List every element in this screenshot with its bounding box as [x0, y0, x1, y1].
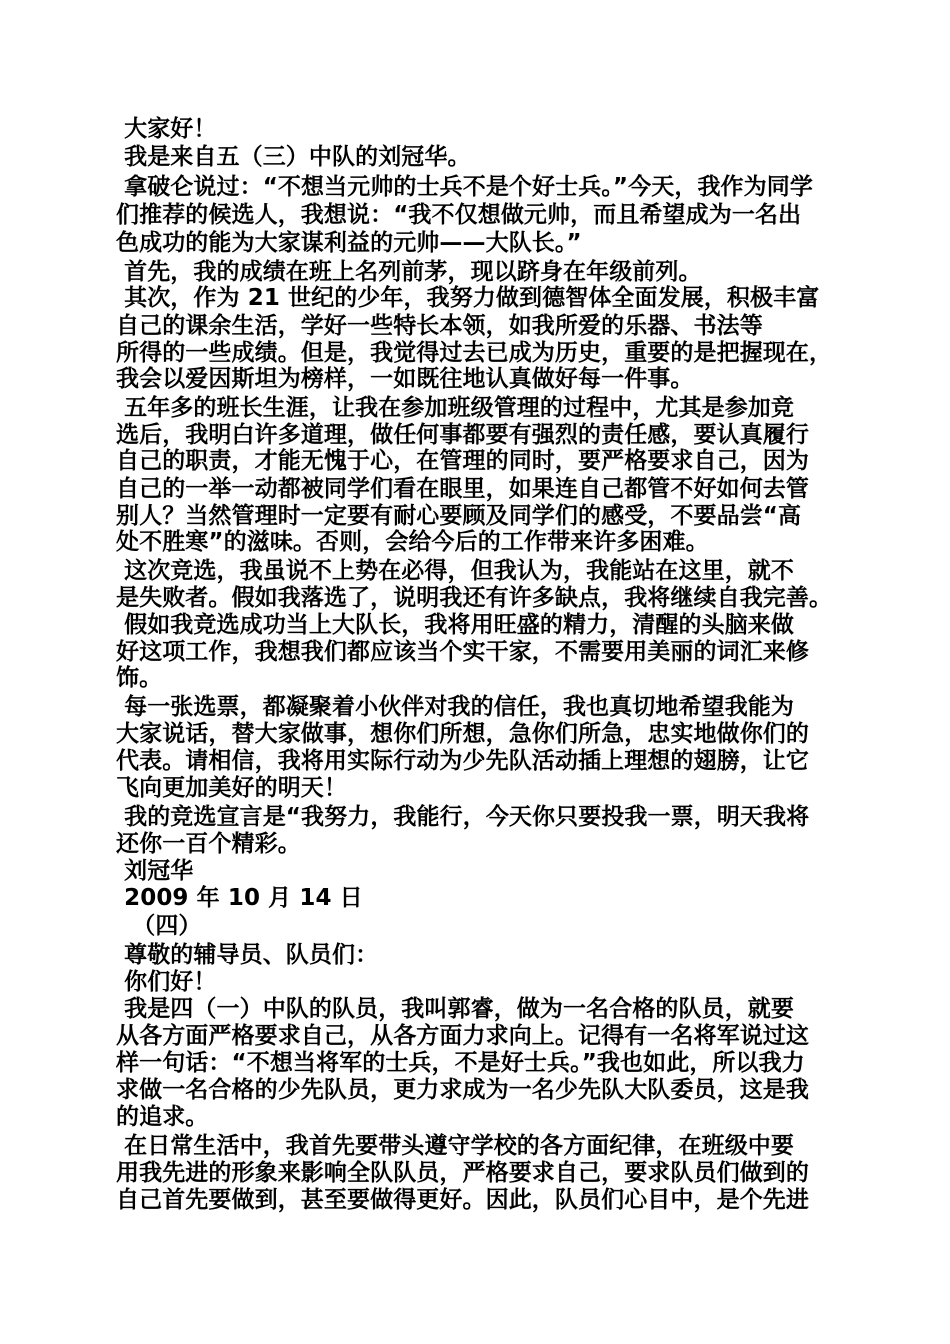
text-line: 拿破仑说过：“不想当元帅的士兵不是个好士兵。”今天，我作为同学 [116, 174, 813, 200]
text-line: 我是四（一）中队的队员，我叫郭睿，做为一名合格的队员，就要 [116, 996, 795, 1022]
text-line: 我的竞选宣言是“我努力，我能行，今天你只要投我一票，明天我将 [116, 804, 810, 830]
text-line: 们推荐的候选人，我想说：“我不仅想做元帅，而且希望成为一名出 [116, 202, 802, 228]
text-line: 选后，我明白许多道理，做任何事都要有强烈的责任感，要认真履行 [116, 422, 809, 448]
text-line: 大家好！ [116, 116, 217, 142]
text-line: 在日常生活中，我首先要带头遵守学校的各方面纪律，在班级中要 [116, 1133, 795, 1159]
text-line: 的追求。 [116, 1104, 209, 1130]
text-line: 每一张选票，都凝聚着小伙伴对我的信任，我也真切地希望我能为 [116, 694, 795, 720]
text-line: 自己的一举一动都被同学们看在眼里，如果连自己都管不好如何去管 [116, 476, 809, 502]
text-line: 大家说话，替大家做事，想你们所想，急你们所急，忠实地做你们的 [116, 721, 809, 747]
text-line: 从各方面严格要求自己，从各方面力求向上。记得有一名将军说过这 [116, 1023, 809, 1049]
text-line: 是失败者。假如我落选了，说明我还有许多缺点，我将继续自我完善。 [116, 585, 833, 611]
text-line: 飞向更加美好的明天！ [116, 775, 347, 801]
text-line: 尊敬的辅导员、队员们： [116, 942, 379, 968]
text-line: 还你一百个精彩。 [116, 831, 301, 857]
text-line: 自己的课余生活，学好一些特长本领，如我所爱的乐器、书法等 [116, 313, 763, 339]
text-line: 饰。 [116, 665, 163, 691]
text-line: 自己的职责，才能无愧于心，在管理的同时，要严格要求自己，因为 [116, 448, 809, 474]
text-line: 假如我竞选成功当上大队长，我将用旺盛的精力，清醒的头脑来做 [116, 612, 795, 638]
text-line: 其次，作为 21 世纪的少年，我努力做到德智体全面发展，积极丰富 [116, 285, 820, 311]
text-line: 色成功的能为大家谋利益的元帅——大队长。” [116, 230, 582, 256]
text-line: 别人？当然管理时一定要有耐心要顾及同学们的感受，不要品尝“高 [116, 503, 802, 529]
text-line: 自己首先要做到，甚至要做得更好。因此，队员们心目中，是个先进 [116, 1187, 809, 1213]
text-line: 好这项工作，我想我们都应该当个实干家，不需要用美丽的词汇来修 [116, 639, 809, 665]
text-line: 用我先进的形象来影响全队队员，严格要求自己，要求队员们做到的 [116, 1160, 809, 1186]
text-line: 五年多的班长生涯，让我在参加班级管理的过程中，尤其是参加竞 [116, 395, 795, 421]
text-line: 我会以爱因斯坦为榜样，一如既往地认真做好每一件事。 [116, 366, 694, 392]
text-line: 样一句话：“不想当将军的士兵，不是好士兵。”我也如此，所以我力 [116, 1050, 805, 1076]
signature-date: 2009 年 10 月 14 日 [116, 885, 363, 911]
text-line: 代表。请相信，我将用实际行动为少先队活动插上理想的翅膀，让它 [116, 748, 809, 774]
text-line: 这次竞选，我虽说不上势在必得，但我认为，我能站在这里，就不 [116, 558, 795, 584]
text-line: 你们好！ [116, 969, 217, 995]
text-line: 处不胜寒”的滋味。否则，会给今后的工作带来许多困难。 [116, 529, 709, 555]
section-heading: （四） [116, 913, 202, 939]
text-line: 我是来自五（三）中队的刘冠华。 [116, 144, 471, 170]
text-line: 首先，我的成绩在班上名列前茅，现以跻身在年级前列。 [116, 259, 702, 285]
text-line: 所得的一些成绩。但是，我觉得过去已成为历史，重要的是把握现在， [116, 340, 833, 366]
signature-name: 刘冠华 [116, 858, 194, 884]
text-line: 求做一名合格的少先队员，更力求成为一名少先队大队委员，这是我 [116, 1077, 809, 1103]
